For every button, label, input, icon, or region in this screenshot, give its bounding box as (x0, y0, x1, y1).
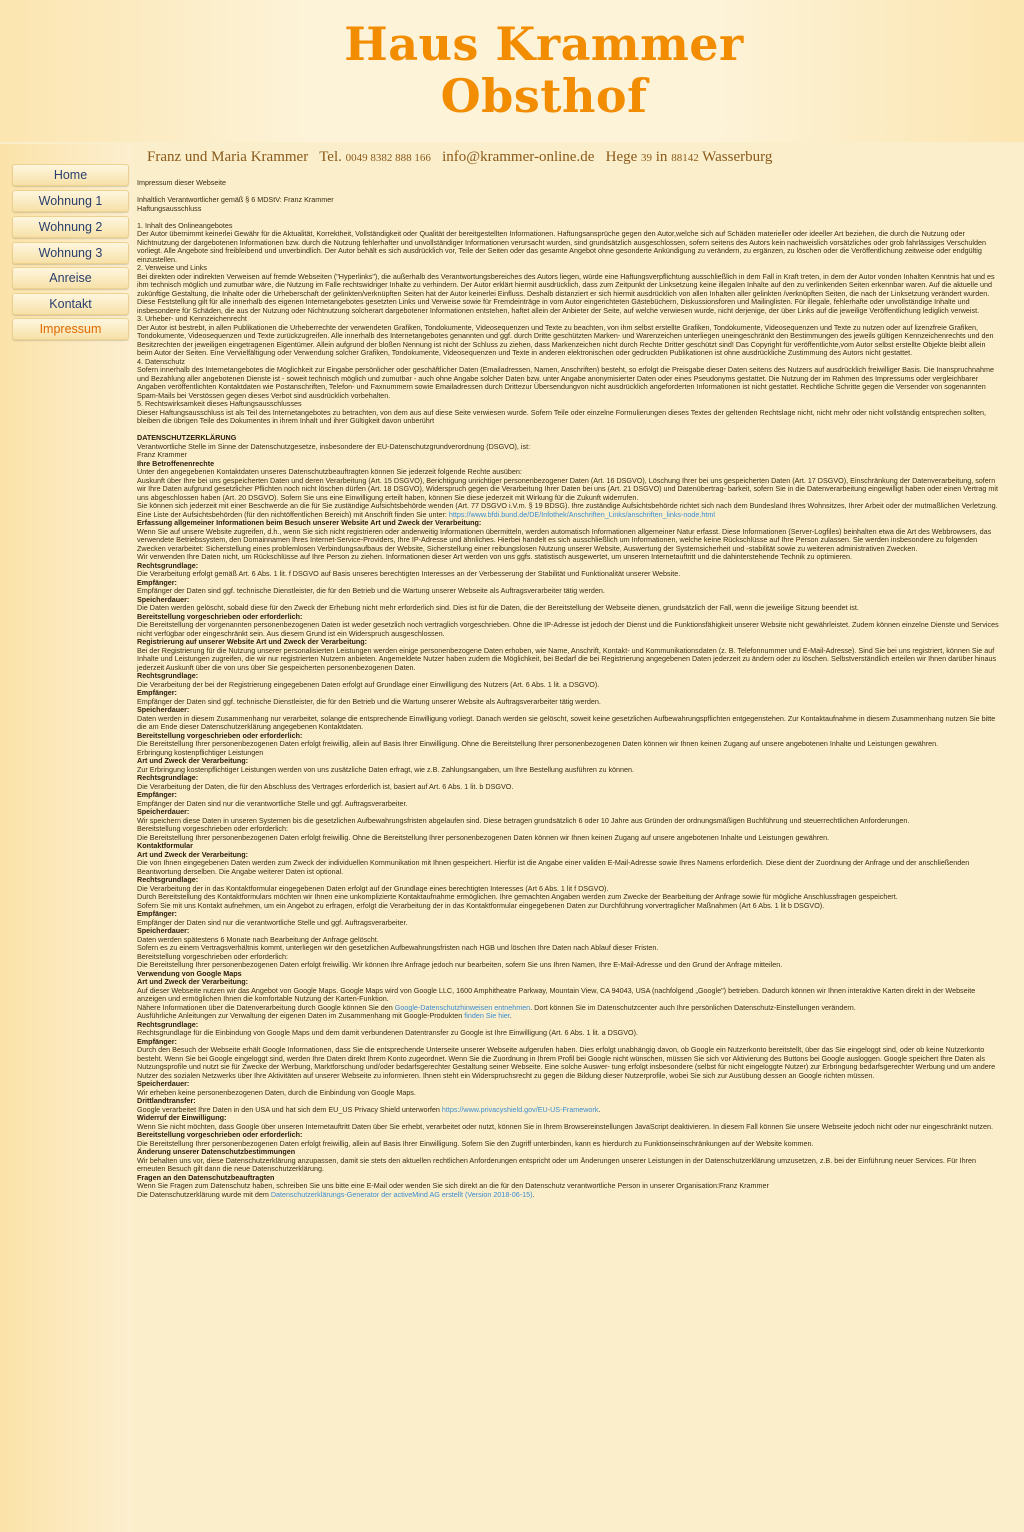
contact-line (147, 149, 772, 166)
legal-basis-text: Rechtsgrundlage für die Einbindung von Google Maps und dem damit verbundenen Datentransfer zu Google ist Ihre Einwilligung (Art. 6 Abs. 1 lit. a DSGVO). (137, 1028, 639, 1037)
storage-text: Die Daten werden gelöscht, sobald diese für den Zweck der Erhebung nicht mehr erforderlich sind. Dies ist für die Daten, die der Bereitstellung der Webseite dienen, grundsätzlich der Fall, wenn die jeweilige Sitzung beendet ist. (137, 603, 859, 612)
section-5-title: 5. Rechtswirksamkeit dieses Haftungsausschlusses (137, 399, 302, 408)
section-1-title: 1. Inhalt des Onlineangebotes (137, 220, 233, 230)
revocation-heading: Widerruf der Einwilligung: (137, 1113, 227, 1122)
rights-text: Auskunft über Ihre bei uns gespeicherten Daten und deren Verarbeitung (Art. 15 DSGVO), Berichtigung unrichtiger personenbezogener Daten (Art. 16 DSGVO), Löschung Ihrer bei uns gespeicherten Daten (Art. 17 DSGVO), Einschränkung der Datenverarbeitung, sofern wir Ihre Daten aufgrund gesetzlicher Pflichten noch nicht löschen dürfen (Art. 18 DSGVO), Widerspruch gegen die Verarbeitung Ihrer Daten bei uns (Art. 21 DSGVO) und Datenübertrag- barkeit, sofern Sie in die Datenverarbeitung eingewilligt haben oder einen Vertrag mit uns abgeschlossen haben (Art. 20 DSGVO). Sofern Sie uns eine Einwilligung erteilt haben, können Sie diese jederzeit mit Wirkung für die Zukunft widerrufen. (137, 475, 998, 502)
city: Wasserburg (702, 149, 773, 165)
main-content (137, 179, 999, 1199)
site-title-line2: Obsthof (440, 69, 648, 123)
nav-wohnung-3[interactable]: Wohnung 3 (12, 242, 129, 264)
dpo-text: Wenn Sie Fragen zum Datenschutz haben, schreiben Sie uns bitte eine E-Mail oder wenden Sie sich direkt an die für den Datenschutz verantwortliche Person in unserer Organisation:Franz Krammer (137, 1181, 769, 1190)
third-country-end: . (598, 1104, 601, 1114)
legal-basis-text: Die Verarbeitung der Daten, die für den Abschluss des Vertrages erforderlich ist, basiert auf Art. 6 Abs. 1 lit. b DSGVO. (137, 781, 514, 791)
generator-end: . (532, 1189, 535, 1199)
recipient-text: Empfänger der Daten sind ggf. technische Dienstleister, die für den Betrieb und die Wartung unserer Webseite als Auftragsverarbeiter tätig werden. (137, 586, 605, 595)
legal-basis-text-c: Sofern Sie mit uns Kontakt aufnehmen, um ein Angebot zu erfragen, erfolgt die Verarbeitung der in das Kontaktformular eingegebenen Daten zur Durchführung vorvertraglicher Maßnahmen (Art 6 Abs. 1 lit b DSGVO). (137, 900, 825, 910)
storage-text: Wir erheben keine personenbezogenen Daten, durch die Einbindung von Google Maps. (137, 1087, 416, 1097)
street: Hege (605, 149, 638, 165)
recipient-text: Empfänger der Daten sind nur die verantwortliche Stelle und ggf. Auftragsverarbeiter. (137, 798, 408, 808)
legal-basis-heading: Rechtsgrundlage: (137, 773, 199, 782)
generator-link[interactable]: Datenschutzerklärungs-Generator der activeMind AG erstellt (Version 2018-06-15) (270, 1189, 533, 1199)
owner-names: Franz und Maria Krammer (147, 149, 309, 165)
storage-text-b: Sofern es zu einem Vertragsverhältnis kommt, unterliegen wir den gesetzlichen Aufbewahrungsfristen nach HGB und löschen Ihre Daten nach Ablauf dieser Fristen. (137, 943, 659, 952)
tel-label: Tel. (319, 149, 342, 165)
nav-wohnung-2[interactable]: Wohnung 2 (12, 216, 129, 238)
recipient-heading: Empfänger: (137, 790, 177, 799)
provision-label: Bereitstellung vorgeschrieben oder erforderlich: (137, 824, 289, 833)
email-address: info@krammer-online.de (442, 149, 595, 165)
recipient-heading: Empfänger: (137, 1036, 177, 1046)
purpose-heading: Art und Zweck der Verarbeitung: (137, 756, 249, 765)
google-privacy-link[interactable]: Google-Datenschutzhinweisen entnehmen (394, 1002, 531, 1012)
section-2-text: Bei direkten oder indirekten Verweisen auf fremde Webseiten ("Hyperlinks"), die außerhalb des Verantwortungsbereiches des Autors liegen, würde eine Haftungsverpflichtung ausschließlich in dem Fall in Kraft treten, in dem der Autor vonden Inhalten Kenntnis hat und es ihm technisch möglich und zumutbar wäre, die Nutzung im Falle rechtswidriger Inhalte zu verhindern. Der Autor erklärt hiermit ausdrücklich, dass zum Zeitpunkt der Linksetzung keine illegalen Inhalte auf den zu verlinkenden Seiten erkennbar waren. Auf die aktuelle und zukünftige Gestaltung, die Inhalte oder die Urheberschaft der gelinkten/verknüpften Seiten hat der Autor keinerlei Einfluss. Deshalb distanziert er sich hiermit ausdrücklich von allen Inhalten aller gelinkten /verknüpften Seiten, die nach der Linksetzung verändert wurden. Diese Feststellung gilt für alle innerhalb des eigenen Internetangebotes gesetzten Links und Verweise sowie für Fremdeinträge in vom Autor eingerichteten Gästebüchern, Diskussionsforen und Mailinglisten. Für illegale, fehlerhafte oder unvollständige Inhalte und insbesondere für Schäden, die aus der Nutzung oder Nichtnutzung solcherart dargebotener Informationen entstehen, haftet allein der Anbieter der Seite, auf welche verwiesen wurde, nicht derjenige, der über Links auf die jeweilige Veröffentlichung lediglich verweist. (137, 271, 995, 315)
collection-text-2: Wir verwenden Ihre Daten nicht, um Rückschlüsse auf Ihre Person zu ziehen. Informationen dieser Art werden von uns ggfs. statistisch ausgewertet, um unseren Internetauftritt und die dahinterstehende Technik zu optimieren. (137, 552, 853, 561)
site-title (0, 18, 1024, 122)
in-word: in (655, 149, 668, 165)
complaint-link[interactable]: https://www.bfdi.bund.de/DE/Infothek/Anschriften_Links/anschriften_links-node.html (448, 509, 715, 519)
disclaimer-heading: Haftungsausschluss (137, 203, 202, 213)
legal-basis-heading: Rechtsgrundlage: (137, 671, 199, 680)
section-2-title: 2. Verweise und Links (137, 263, 207, 272)
provision-heading: Bereitstellung vorgeschrieben oder erforderlich: (137, 1130, 303, 1139)
maps-more-text: Nähere Informationen über die Datenverarbeitung durch Google können Sie den (137, 1002, 393, 1012)
third-country-heading: Drittlandtransfer: (137, 1096, 196, 1105)
section-4-title: 4. Datenschutz (137, 356, 185, 366)
legal-basis-text: Die Verarbeitung der in das Kontaktformular eingegebenen Daten erfolgt auf der Grundlage eines berechtigten Interesses (Art 6 Abs. 1 lit f DSGVO). (137, 883, 609, 893)
legal-basis-text: Die Verarbeitung der bei der Registrierung eingegebenen Daten erfolgt auf Grundlage einer Einwilligung des Nutzers (Art. 6 Abs. 1 lit. a DSGVO). (137, 679, 600, 689)
nav-kontakt[interactable]: Kontakt (12, 293, 129, 315)
provision-text: Die Bereitstellung Ihrer personenbezogenen Daten erfolgt freiwillig, allein auf Basis Ihrer Einwilligung. Ohne die Bereitstellung Ihrer personenbezogenen Daten können wir Ihnen keinen Zugang auf unsere angebotenen Inhalte und Leistungen gewähren. (137, 739, 939, 748)
purpose-heading: Art und Zweck der Verarbeitung: (137, 849, 249, 859)
maps-more2-end: . (509, 1011, 512, 1020)
section-3-title: 3. Urheber- und Kennzeichenrecht (137, 314, 247, 323)
recipient-text: Durch den Besuch der Webseite erhält Google Informationen, dass Sie die entsprechende Unterseite unserer Webseite aufgerufen haben. Dies erfolgt unabhängig davon, ob Google ein Nutzerkonto bereitstellt, über das Sie eingeloggt sind, oder ob keine Nutzerkonto besteht. Wenn Sie bei Google eingeloggt sind, werden Ihre Daten direkt Ihrem Konto zugeordnet. Wenn Sie die Zuordnung in Ihrem Profil bei Google nicht wünschen, müssen Sie sich vor Aktivierung des Buttons bei Google ausloggen. Google speichert Ihre Daten als Nutzungsprofile und nutzt sie für Zwecke der Werbung, Marktforschung und/oder bedarfsgerechter Gestaltung seiner Webseite. Eine solche Auswer- tung erfolgt insbesondere (selbst für nicht eingeloggte Nutzer) zur Erbringung bedarfsgerechter Werbung und um andere Nutzer des sozialen Netzwerks über Ihre Aktivitäten auf unserer Webseite zu informieren. Ihnen steht ein Widerspruchsrecht zu gegen die Bildung dieser Nutzerprofile, wobei Sie sich zur Ausübung dessen an Google richten müssen. (137, 1045, 996, 1080)
purpose-heading: Art und Zweck der Verarbeitung: (137, 977, 249, 986)
nav-anreise[interactable]: Anreise (12, 267, 129, 289)
recipient-text: Empfänger der Daten sind nur die verantwortliche Stelle und ggf. Auftragsverarbeiter. (137, 917, 408, 927)
site-title-line1: Haus Krammer (344, 17, 744, 71)
rights-intro: Unter den angegebenen Kontaktdaten unseres Datenschutzbeauftragten können Sie jederzeit folgende Rechte ausüben: (137, 467, 522, 476)
storage-heading: Speicherdauer: (137, 594, 190, 604)
tel-number: 0049 8382 888 166 (345, 152, 431, 164)
storage-heading: Speicherdauer: (137, 705, 190, 714)
provision-text: Die Bereitstellung der vorgenannten personenbezogenen Daten ist weder gesetzlich noch vertraglich vorgeschrieben. Ohne die IP-Adresse ist jedoch der Dienst und die Funktionsfähigkeit unserer Website nicht gewährleistet. Zudem können einzelne Dienste und Services nicht verfügbar oder eingeschränkt sein. Aus diesem Grund ist ein Widerspruch ausgeschlossen. (137, 620, 999, 638)
storage-heading: Speicherdauer: (137, 1079, 190, 1088)
contact-form-heading: Kontaktformular (137, 841, 193, 850)
registration-heading: Registrierung auf unserer Website Art und Zweck der Verarbeitung: (137, 637, 368, 646)
recipient-heading: Empfänger: (137, 909, 177, 918)
responsible-person: Inhaltlich Verantwortlicher gemäß § 6 MDStV: Franz Krammer (137, 195, 334, 204)
privacy-shield-link[interactable]: https://www.privacyshield.gov/EU-US-Framework (441, 1104, 599, 1114)
section-5-text: Dieser Haftungsausschluss ist als Teil des Internetangebotes zu betrachten, von dem aus auf diese Seite verwiesen wurde. Sofern Teile oder einzelne Formulierungen dieses Textes der geltenden Rechtslage nicht, nicht mehr oder nicht vollständig entsprechen sollten, bleiben die übrigen Teile des Dokumentes in ihrem Inhalt und ihrer Gültigkeit davon unberührt (137, 407, 987, 425)
nav-wohnung-1[interactable]: Wohnung 1 (12, 190, 129, 212)
storage-text: Daten werden spätestens 6 Monate nach Bearbeitung der Anfrage gelöscht. (137, 934, 379, 944)
storage-heading: Speicherdauer: (137, 926, 190, 935)
section-1-text: Der Autor übernimmt keinerlei Gewähr für die Aktualität, Korrektheit, Vollständigkeit oder Qualität der bereitgestellten Informationen. Haftungsansprüche gegen den Autor,welche sich auf Schäden materieller oder ideeller Art beziehen, die durch die Nutzung oder Nichtnutzung der dargebotenen Informationen bzw. durch die Nutzung fehlerhafter und unvollständiger Informationen verursacht wurden, sind grundsätzlich ausgeschlossen, sofern seitens des Autors kein nachweislich vorsätzliches oder grob fahrlässiges Verschulden vorliegt. Alle Angebote sind freibleibend und unverbindlich. Der Autor behält es sich ausdrücklich vor, Teile der Seiten oder das gesamte Angebot ohne gesonderte Ankündigung zu verändern, zu ergänzen, zu löschen oder die Veröffentlichung zeitweise oder endgültig einzustellen. (137, 229, 987, 264)
recipient-heading: Empfänger: (137, 688, 177, 697)
zip-code: 88142 (671, 152, 699, 164)
legal-basis-text-b: Durch Bereitstellung des Kontaktformulars möchten wir Ihnen eine unkomplizierte Kontaktaufnahme ermöglichen. Ihre gemachten Angaben werden zum Zwecke der Bearbeitung der Anfrage sowie für mögliche Anschlussfragen gespeichert. (137, 892, 898, 901)
controller-intro: Verantwortliche Stelle im Sinne der Datenschutzgesetze, insbesondere der EU-Datenschutzgrundverordnung (DSGVO), ist: (137, 441, 531, 451)
generator-text: Die Datenschutzerklärung wurde mit dem (137, 1189, 269, 1199)
google-manage-link[interactable]: finden Sie hier (464, 1011, 510, 1020)
privacy-heading: DATENSCHUTZERKLÄRUNG (137, 433, 237, 442)
maps-heading: Verwendung von Google Maps (137, 968, 242, 978)
complaint-text: Sie können sich jederzeit mit einer Beschwerde an die für Sie zuständige Aufsichtsbehörde wenden (Art. 77 DSGVO i.V.m. § 19 BDSG). Ihre zuständige Aufsichtsbehörde richtet sich nach dem Bundesland Ihres Wohnsitzes, Ihrer Arbeit oder der mutmaßlichen Verletzung. Eine Liste der Aufsichtsbehörden (für den nichtöffentlichen Bereich) mit Anschrift finden Sie unter: (137, 501, 998, 519)
provision-text: Die Bereitstellung Ihrer personenbezogenen Daten erfolgt freiwillig. Ohne die Bereitstellung Ihrer personenbezogenen Daten können wir Ihnen keinen Zugang auf unsere angebotenen Inhalte und Leistungen gewähren. (137, 832, 830, 842)
maps-purpose-text: Auf dieser Webseite nutzen wir das Angebot von Google Maps. Google Maps wird von Google LLC, 1600 Amphitheatre Parkway, Mountain View, CA 94043, USA (nachfolgend „Google") betrieben. Dadurch können wir Ihnen interaktive Karten direkt in der Webseite anzeigen und ermöglichen Ihnen die komfortable Nutzung der Karten-Funktion. (137, 985, 976, 1003)
provision-heading: Bereitstellung vorgeschrieben oder erforderlich: (137, 611, 303, 621)
house-number: 39 (641, 152, 653, 164)
collection-text: Wenn Sie auf unsere Website zugreifen, d.h., wenn Sie sich nicht registrieren oder anderweitig Informationen übermitteln, werden automatisch Informationen allgemeiner Natur erfasst. Diese Informationen (Server-Logfiles) beinhalten etwa die Art des Webbrowsers, das verwendete Betriebssystem, den Domainnamen Ihres Internet-Service-Providers, Ihre IP-Adresse und ähnliches. Hierbei handelt es sich ausschließlich um Informationen, welche keine Rückschlüsse auf Ihre Person zulassen. Sie werden insbesondere zu folgenden Zwecken verarbeitet: Sicherstellung eines problemlosen Verbindungsaufbaus der Website, Sicherstellung einer reibungslosen Nutzung unserer Website, Auswertung der Systemsicherheit und -stabilität sowie zu weiteren administrativen Zwecken. (137, 526, 992, 553)
sidebar (0, 144, 133, 1532)
section-4-text: Sofern innerhalb des Internetangebotes die Möglichkeit zur Eingabe persönlicher oder geschäftlicher Daten (Emailadressen, Namen, Anschriften) besteht, so erfolgt die Preisgabe dieser Daten seitens des Nutzers auf ausdrücklich freiwilliger Basis. Die Inanspruchnahme und Bezahlung aller angebotenen Dienste ist - soweit technisch möglich und zumutbar - auch ohne Angabe solcher Daten bzw. unter Angabe anonymisierter Daten oder eines Pseudonyms gestattet. Die Nutzung der im Rahmen des Impressums oder vergleichbarer Angaben veröffentlichten Kontaktdaten wie Postanschriften, Telefon- und Faxnummern sowie Emailadressen durch Drittezur Übersendungvon nicht ausdrücklich angeforderten Informationen ist nicht gestattet. Rechtliche Schritte gegen die Versender von sogenannten Spam-Mails bei Verstössen gegen dieses Verbot sind ausdrücklich vorbehalten. (137, 365, 994, 400)
provision-label: Bereitstellung vorgeschrieben oder erforderlich: (137, 951, 289, 961)
storage-text: Daten werden in diesem Zusammenhang nur verarbeitet, solange die entsprechende Einwilligung vorliegt. Danach werden sie gelöscht, soweit keine gesetzlichen Aufbewahrungspflichten entgegenstehen. Zur Kontaktaufnahme in diesem Zusammenhang nutzen Sie bitte die am Ende dieser Datenschutzerklärung angegebenen Kontaktdaten. (137, 713, 996, 731)
dpo-heading: Fragen an den Datenschutzbeauftragten (137, 1172, 275, 1182)
changes-text: Wir behalten uns vor, diese Datenschutzerklärung anzupassen, damit sie stets den aktuellen rechtlichen Anforderungen entspricht oder um Änderungen unserer Leistungen in der Datenschutzerklärung umzusetzen, z.B. bei der Einführung neuer Services. Für Ihren erneuten Besuch gilt dann die neue Datenschutzerklärung. (137, 1155, 977, 1173)
provision-text: Die Bereitstellung Ihrer personenbezogenen Daten erfolgt freiwillig, allein auf Basis Ihrer Einwilligung. Sofern Sie den Zugriff unterbinden, kann es hierdurch zu Funktionseinschränkungen auf der Website kommen. (137, 1138, 814, 1148)
provision-text: Die Bereitstellung Ihrer personenbezogenen Daten erfolgt freiwillig. Wir können Ihre Anfrage jedoch nur bearbeiten, sofern Sie uns Ihren Namen, Ihre E-Mail-Adresse und den Grund der Anfrage mitteilen. (137, 960, 783, 969)
legal-basis-heading: Rechtsgrundlage: (137, 1019, 199, 1029)
legal-basis-text: Die Verarbeitung erfolgt gemäß Art. 6 Abs. 1 lit. f DSGVO auf Basis unseres berechtigten Interesses an der Verbesserung der Stabilität und Funktionalität unserer Website. (137, 569, 681, 578)
registration-text: Bei der Registrierung für die Nutzung unserer personalisierten Leistungen werden einige personenbezogene Daten erhoben, wie Name, Anschrift, Kontakt- und Kommunikationsdaten (z. B. Telefonnummer und E-Mail-Adresse). Sind Sie bei uns registriert, können Sie auf Inhalte und Leistungen zugreifen, die wir nur registrierten Nutzern anbieten. Angemeldete Nutzer haben zudem die Möglichkeit, bei Bedarf die bei Registrierung angegebenen Daten jederzeit zu ändern oder zu löschen. Selbstverständlich erteilen wir Ihnen darüber hinaus jederzeit Auskunft über die von uns über Sie gespeicherten personenbezogenen Daten. (137, 645, 997, 672)
collection-heading: Erfassung allgemeiner Informationen beim Besuch unserer Website Art und Zweck der Verarbeitung: (137, 518, 482, 527)
site-header (0, 0, 1024, 142)
storage-text: Wir speichern diese Daten in unseren Systemen bis die gesetzlichen Aufbewahrungsfristen abgelaufen sind. Diese betragen grundsätzlich 6 oder 10 Jahre aus Gründen der ordnungsmäßigen Buchführung und steuerrechtlichen Anforderungen. (137, 815, 910, 825)
revocation-text: Wenn Sie nicht möchten, dass Google über unseren Internetauftritt Daten über Sie erhebt, verarbeitet oder nutzt, können Sie in Ihrem Browsereinstellungen JavaScript deaktivieren. In diesem Fall können Sie unsere Webseite jedoch nicht oder nur eingeschränkt nutzen. (137, 1121, 993, 1131)
legal-basis-heading: Rechtsgrundlage: (137, 875, 199, 884)
contact-purpose-text: Die von Ihnen eingegebenen Daten werden zum Zweck der individuellen Kommunikation mit Ihnen gespeichert. Hierfür ist die Angabe einer validen E-Mail-Adresse sowie Ihres Namens erforderlich. Diese dient der Zuordnung der Anfrage und der anschließenden Beantwortung derselben. Die Angabe weiterer Daten ist optional. (137, 858, 970, 876)
rights-heading: Ihre Betroffenenrechte (137, 458, 215, 468)
controller-name: Franz Krammer (137, 450, 187, 459)
maps-more-text-end: . Dort können Sie im Datenschutzcenter auch Ihre persönlichen Datenschutz-Einstellungen verändern. (530, 1002, 856, 1012)
section-3-text: Der Autor ist bestrebt, in allen Publikationen die Urheberrechte der verwendeten Grafiken, Tondokumente, Videosequenzen und Texte zu beachten, von ihm selbst erstellte Grafiken, Tondokumente, Videosequenzen und Texte zu nutzen oder auf lizenzfreie Grafiken, Tondokumente, Videosequenzen und Texte zurückzugreifen. Alle innerhalb des Internetangebotes genannten und ggf. durch Dritte geschützten Marken- und Warenzeichen unterliegen uneingeschränkt den Bestimmungen des jeweils gültigen Kennzeichenrechts und den Besitzrechten der jeweiligen eingetragenen Eigentümer. Allein aufgrund der bloßen Nennung ist nicht der Schluss zu ziehen, dass Markenzeichen nicht durch Rechte Dritter geschützt sind! Das Copyright für veröffentlichte,vom Autor selbst erstellte Objekte bleibt allein beim Autor der Seiten. Eine Vervielfältigung oder Verwendung solcher Grafiken, Tondokumente, Videosequenzen und Texte in anderen elektronischen oder gedruckten Publikationen ist ohne ausdrückliche Zustimmung des Autors nicht gestattet. (137, 322, 994, 357)
storage-heading: Speicherdauer: (137, 807, 190, 816)
legal-basis-heading: Rechtsgrundlage: (137, 560, 199, 570)
third-country-text: Google verarbeitet Ihre Daten in den USA und hat sich dem EU_US Privacy Shield unterworfen (137, 1104, 440, 1114)
nav-impressum[interactable]: Impressum (12, 318, 129, 340)
provision-heading: Bereitstellung vorgeschrieben oder erforderlich: (137, 730, 303, 740)
paid-purpose-text: Zur Erbringung kostenpflichtiger Leistungen werden von uns zusätzliche Daten erfragt, wie z.B. Zahlungsangaben, um Ihre Bestellung ausführen zu können. (137, 764, 635, 774)
recipient-text: Empfänger der Daten sind ggf. technische Dienstleister, die für den Betrieb und die Wartung unserer Website als Auftragsverarbeiter tätig werden. (137, 696, 601, 706)
recipient-heading: Empfänger: (137, 577, 177, 587)
paid-services-heading: Erbringung kostenpflichtiger Leistungen (137, 747, 264, 757)
impressum-intro: Impressum dieser Webseite (137, 178, 226, 187)
nav-home[interactable]: Home (12, 164, 129, 186)
maps-more2-text: Ausführliche Anleitungen zur Verwaltung der eigenen Daten im Zusammenhang mit Google-Produkten (137, 1011, 463, 1020)
changes-heading: Änderung unserer Datenschutzbestimmungen (137, 1147, 296, 1156)
